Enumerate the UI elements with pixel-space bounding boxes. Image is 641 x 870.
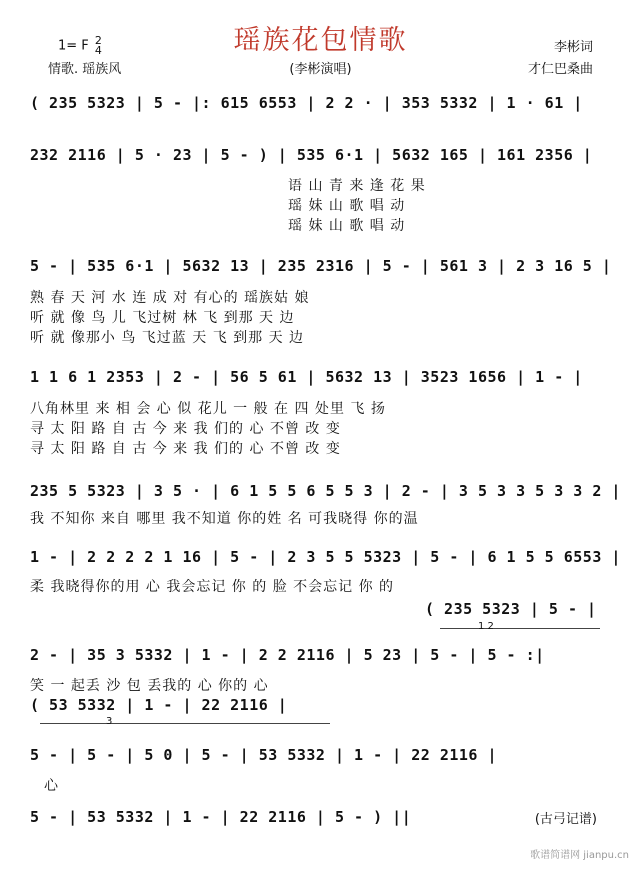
time-top: 2 <box>94 34 102 47</box>
site-watermark: 歌谱简谱网 jianpu.cn <box>530 850 629 861</box>
lyric-row-3-verse-1: 熟 春 天 河 水 连 成 对 有心的 瑶族姑 娘 <box>30 290 310 306</box>
song-title: 瑶族花包情歌 <box>233 25 408 56</box>
time-signature <box>95 36 102 56</box>
lyric-row-2-verse-1: 语 山 青 来 逢 花 果 <box>288 178 426 194</box>
score-row-5: 235 5 5323 | 3 5 · | 6 1 5 5 6 5 5 3 | 2 - | 3 5 3 3 5 3 3 2 | <box>30 482 621 500</box>
score-row-9: 5 - | 53 5332 | 1 - | 22 2116 | 5 - ) || <box>30 808 412 826</box>
lyric-row-4-verse-2: 寻 太 阳 路 自 古 今 来 我 们的 心 不曾 改 变 <box>30 421 341 437</box>
song-style: 情歌. 瑶族风 <box>48 62 122 77</box>
composer-credit: 才仁巴桑曲 <box>527 62 593 77</box>
lyric-row-2-verse-3: 瑶 妹 山 歌 唱 动 <box>288 218 406 234</box>
lyricist-credit: 李彬词 <box>553 40 593 55</box>
volta-line-1 <box>440 628 600 629</box>
coda-intro-row: ( 53 5332 | 1 - | 22 2116 | <box>30 696 288 714</box>
lyric-row-5-verse-1: 我 不知你 来自 哪里 我不知道 你的姓 名 可我晓得 你的温 <box>30 511 419 527</box>
lyric-row-8-verse-1: 心 <box>44 778 59 794</box>
lyric-row-4-verse-3: 寻 太 阳 路 自 古 今 来 我 们的 心 不曾 改 变 <box>30 441 341 457</box>
lyric-row-7-verse-1: 笑 一 起丢 沙 包 丢我的 心 你的 心 <box>30 678 269 694</box>
volta-label-2: 3 <box>106 716 113 727</box>
lyric-row-3-verse-3: 听 就 像那小 鸟 飞过蓝 天 飞 到那 天 边 <box>30 330 305 346</box>
lyric-row-2-verse-2: 瑶 妹 山 歌 唱 动 <box>288 198 406 214</box>
score-row-3: 5 - | 535 6·1 | 5632 13 | 235 2316 | 5 - | 561 3 | 2 3 16 5 | <box>30 257 612 275</box>
score-row-6: 1 - | 2 2 2 2 1 16 | 5 - | 2 3 5 5 5323 | 5 - | 6 1 5 5 6553 | <box>30 548 621 566</box>
score-row-7: 2 - | 35 3 5332 | 1 - | 2 2 2116 | 5 23 | 5 - | 5 - :| <box>30 646 545 664</box>
time-bottom: 4 <box>94 44 102 57</box>
key-signature <box>58 36 102 56</box>
volta-line-2 <box>40 723 330 724</box>
transcriber-credit: (古弓记谱) <box>534 812 597 827</box>
score-row-8: 5 - | 5 - | 5 0 | 5 - | 53 5332 | 1 - | 22 2116 | <box>30 746 498 764</box>
lyric-row-6-verse-1: 柔 我晓得你的用 心 我会忘记 你 的 脸 不会忘记 你 的 <box>30 579 395 595</box>
lyric-row-3-verse-2: 听 就 像 鸟 儿 飞过树 林 飞 到那 天 边 <box>30 310 295 326</box>
key-label: 1= F <box>58 38 89 54</box>
performer-subtitle: (李彬演唱) <box>289 62 352 77</box>
score-row-2: 232 2116 | 5 · 23 | 5 - ) | 535 6·1 | 5632 165 | 161 2356 | <box>30 146 593 164</box>
lyric-row-4-verse-1: 八角林里 来 相 会 心 似 花儿 一 般 在 四 处里 飞 扬 <box>30 401 386 417</box>
interlude-row: ( 235 5323 | 5 - | <box>425 600 597 618</box>
score-row-4: 1 1 6 1 2353 | 2 - | 56 5 61 | 5632 13 | 3523 1656 | 1 - | <box>30 368 583 386</box>
volta-label-1: 1 2 <box>478 621 494 632</box>
score-row-1: ( 235 5323 | 5 - |: 615 6553 | 2 2 · | 353 5332 | 1 · 61 | <box>30 94 583 112</box>
